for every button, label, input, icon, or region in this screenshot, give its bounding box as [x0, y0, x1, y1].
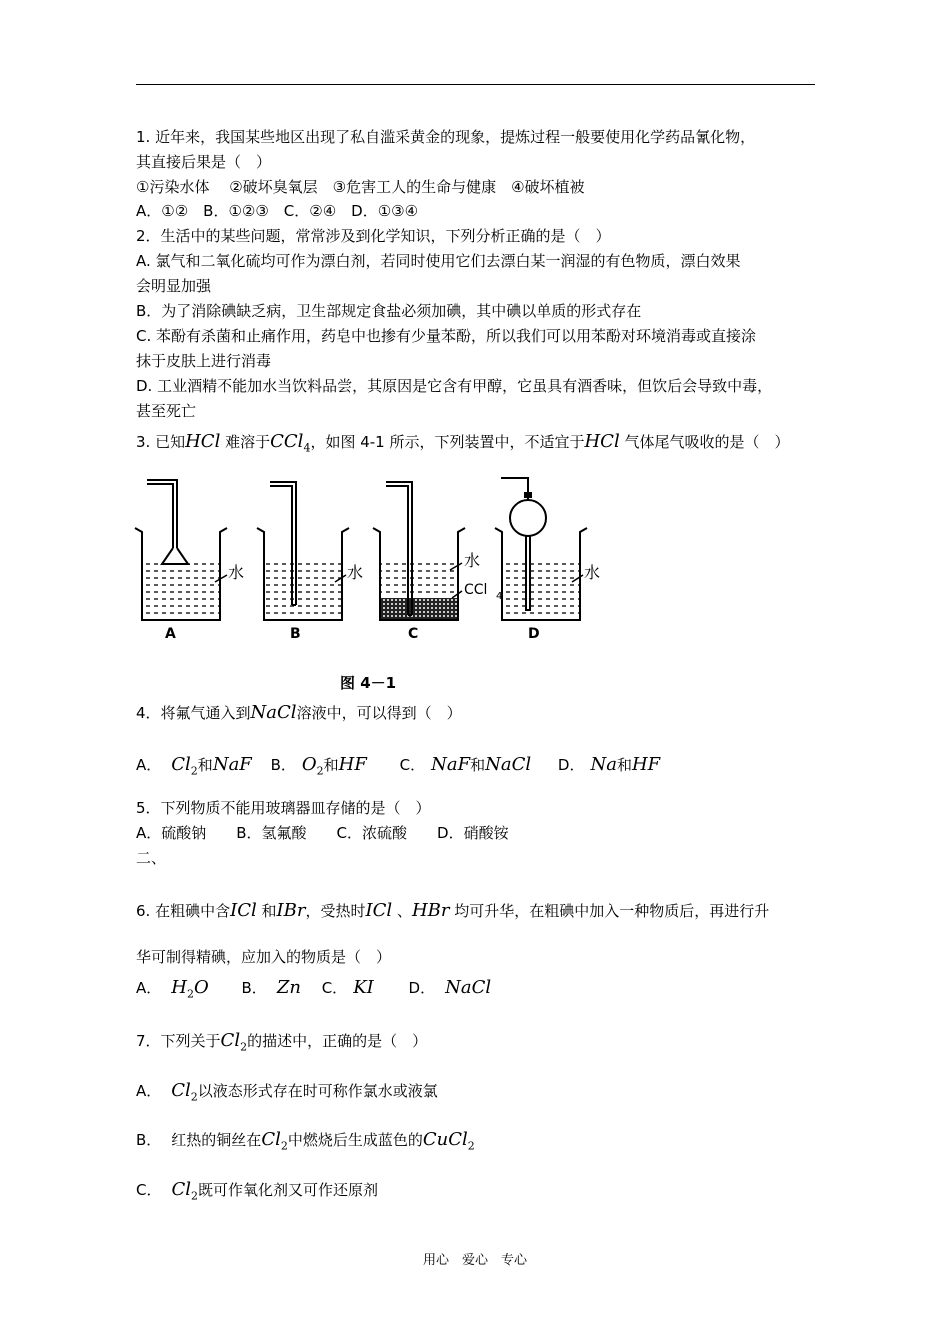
- apparatus-c: [373, 482, 502, 642]
- label-ccl4-sub: 4: [496, 591, 503, 602]
- q6-options: [136, 978, 491, 1005]
- label-c: C: [408, 626, 419, 642]
- label-b: B: [290, 626, 301, 642]
- q2-option-a-line2: 会明显加强: [136, 277, 212, 295]
- q2-option-a-line1: A. 氯气和二氧化硫均可作为漂白剂，若同时使用它们去漂白某一润湿的有色物质，漂白效果: [136, 252, 741, 270]
- q7-stem: 7．下列关于$Cl_2$的描述中，正确的是（ ）: [136, 1030, 428, 1054]
- q7-option-a: A． $Cl_2$以液态形式存在时可称作氯水或液氯: [136, 1080, 438, 1104]
- q4-options: [136, 755, 660, 782]
- q1-stem-line1: 1. 近年来，我国某些地区出现了私自滥采黄金的现象，提炼过程一般要使用化学药品氰化物，: [136, 128, 756, 146]
- label-a: A: [165, 626, 176, 642]
- label-d: D: [528, 626, 540, 642]
- q4-text-2: 溶液中，可以得到（ ）: [296, 704, 462, 722]
- label-water-b: 水: [347, 563, 364, 582]
- q3-text-3: ，如图 4-1 所示，下列装置中，不适宜于: [310, 433, 585, 451]
- q6-formula-icl: ICl: [230, 900, 257, 921]
- apparatus-b: [257, 482, 363, 642]
- q2-option-c-line2: 抹于皮肤上进行消毒: [136, 352, 272, 370]
- label-water-c: 水: [464, 551, 481, 570]
- q2-option-d-line2: 甚至死亡: [136, 402, 197, 420]
- q3-text-1: 3. 已知: [136, 433, 186, 451]
- q2-option-b: B．为了消除碘缺乏病，卫生部规定食盐必须加碘，其中碘以单质的形式存在: [136, 302, 642, 320]
- q1-items: ①污染水体 ②破坏臭氧层 ③危害工人的生命与健康 ④破坏植被: [136, 178, 585, 196]
- q2-stem: 2．生活中的某些问题，常常涉及到化学知识，下列分析正确的是（ ）: [136, 227, 611, 245]
- q3-stem: [136, 432, 790, 459]
- q3-formula-ccl4: CCl$_4$: [270, 431, 311, 455]
- q4-text-1: 4．将氟气通入到: [136, 704, 251, 722]
- q6-option-d: D． NaCl: [408, 977, 492, 998]
- q3-text-2: 难溶于: [225, 433, 271, 451]
- q4-option-d: D． Na和HF: [557, 754, 661, 775]
- q7-option-b: B． 红热的铜丝在$Cl_2$中燃烧后生成蓝色的CuCl$_2$: [136, 1129, 475, 1153]
- q2-option-d-line1: D. 工业酒精不能加水当饮料品尝，其原因是它含有甲醇，它虽具有酒香味，但饮后会导致中毒，: [136, 377, 773, 395]
- q6-formula-ibr: IBr: [276, 900, 306, 921]
- q6-option-b: B． Zn: [241, 977, 301, 998]
- label-water-a: 水: [228, 563, 245, 582]
- q1-options: A．①② B．①②③ C．②④ D．①③④: [136, 202, 419, 220]
- page-footer: 用心 爱心 专心: [422, 1253, 527, 1268]
- apparatus-d: [495, 478, 600, 642]
- section-heading: 二、: [136, 849, 167, 867]
- q4-option-a: A． $Cl_2$和NaF: [136, 754, 252, 778]
- figure-caption: 图 4－1: [340, 674, 397, 692]
- q4-option-b: B． $O_2$和HF: [270, 754, 367, 778]
- q4-stem: [136, 703, 462, 723]
- q3-formula-hcl-2: HCl: [584, 431, 620, 452]
- q6-option-a: A． $H_2O$: [136, 977, 209, 1001]
- apparatus-a: [135, 480, 244, 642]
- q6-option-c: C． KI: [321, 977, 374, 998]
- q6-formula-icl-2: ICl: [365, 900, 393, 921]
- q4-option-c: C． NaF和NaCl: [399, 754, 532, 775]
- q3-formula-hcl: HCl: [185, 431, 221, 452]
- header-rule: [136, 84, 815, 85]
- label-ccl4: CCl: [464, 582, 488, 598]
- q3-text-4: 气体尾气吸收的是（ ）: [624, 433, 790, 451]
- figure-4-1: [130, 470, 610, 700]
- q4-formula-nacl: NaCl: [250, 702, 297, 723]
- q1-stem-line2: 其直接后果是（ ）: [136, 153, 272, 171]
- q6-stem-line2: 华可制得精碘，应加入的物质是（ ）: [136, 948, 392, 966]
- q5-options: A．硫酸钠 B．氢氟酸 C．浓硫酸 D．硝酸铵: [136, 824, 509, 842]
- q2-option-c-line1: C. 苯酚有杀菌和止痛作用，药皂中也掺有少量苯酚，所以我们可以用苯酚对环境消毒或直接涂: [136, 327, 757, 345]
- label-water-d: 水: [584, 563, 601, 582]
- q6-formula-hbr: HBr: [411, 900, 450, 921]
- q6-stem-line1: 6. 在粗碘中含ICl 和IBr，受热时ICl 、HBr 均可升华，在粗碘中加入一种物质后，再进行升: [136, 900, 770, 921]
- q7-formula-cl2: $Cl_2$: [220, 1030, 248, 1054]
- q5-stem: 5．下列物质不能用玻璃器皿存储的是（ ）: [136, 799, 431, 817]
- q7-option-c: C． $Cl_2$既可作氧化剂又可作还原剂: [136, 1179, 379, 1203]
